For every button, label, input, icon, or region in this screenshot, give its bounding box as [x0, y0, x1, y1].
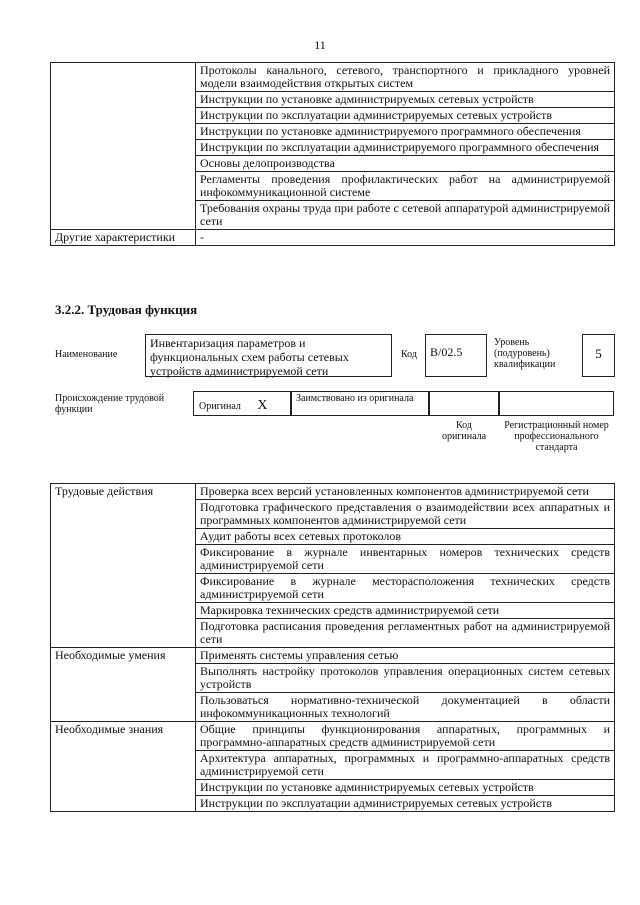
original-cell: [193, 391, 291, 416]
name-label: Наименование: [55, 349, 118, 360]
page-number: 11: [314, 38, 326, 52]
table-row: [51, 63, 615, 92]
table-row: [51, 484, 615, 500]
row-category-label: Другие характеристики: [51, 230, 196, 246]
qualification-level-field: 5: [582, 334, 615, 377]
row-item-cell: Проверка всех версий установленных компонентов администрируемой сети: [196, 484, 615, 500]
row-item-cell: Маркировка технических средств администрируемой сети: [196, 603, 615, 619]
row-item-cell: Применять системы управления сетью: [196, 648, 615, 664]
table-row: [51, 722, 615, 751]
row-category-label: Необходимые знания: [51, 722, 196, 812]
function-code-field: B/02.5: [425, 334, 487, 377]
code-original-caption: Код оригинала: [441, 420, 487, 442]
row-category-label: [51, 63, 196, 230]
original-mark: X: [257, 398, 268, 413]
row-item-cell: -: [196, 230, 615, 246]
row-item-cell: Подготовка графического представления о взаимодействии всех аппаратных и программных компонентов администрируемой сети: [196, 500, 615, 529]
row-item-cell: Инструкции по эксплуатации администрируемого программного обеспечения: [196, 140, 615, 156]
function-name-field: Инвентаризация параметров и функциональных схем работы сетевых устройств администрируемой сети: [145, 334, 392, 377]
origin-label: Происхождение трудовой функции: [55, 393, 165, 415]
row-item-cell: Протоколы канального, сетевого, транспортного и прикладного уровней модели взаимодействия открытых систем: [196, 63, 615, 92]
row-item-cell: Выполнять настройку протоколов управления операционных систем сетевых устройств: [196, 664, 615, 693]
row-item-cell: Инструкции по установке администрируемых сетевых устройств: [196, 92, 615, 108]
code-label: Код: [401, 349, 417, 360]
row-item-cell: Регламенты проведения профилактических работ на администрируемой инфокоммуникационной системе: [196, 172, 615, 201]
row-item-cell: Инструкции по установке администрируемых сетевых устройств: [196, 780, 615, 796]
row-item-cell: Общие принципы функционирования аппаратных, программных и программно-аппаратных средств администрируемой сети: [196, 722, 615, 751]
row-item-cell: Инструкции по эксплуатации администрируемых сетевых устройств: [196, 796, 615, 812]
row-category-label: Необходимые умения: [51, 648, 196, 722]
row-item-cell: Архитектура аппаратных, программных и программно-аппаратных средств администрируемой сети: [196, 751, 615, 780]
row-item-cell: Подготовка расписания проведения регламентных работ на администрируемой сети: [196, 619, 615, 648]
reg-number-cell: [499, 391, 614, 416]
top-requirements-table: [50, 62, 615, 246]
row-item-cell: Фиксирование в журнале инвентарных номеров технических средств администрируемой сети: [196, 545, 615, 574]
code-original-cell: [429, 391, 499, 416]
table-row: [51, 230, 615, 246]
row-item-cell: Пользоваться нормативно-технической документацией в области инфокоммуникационных технологий: [196, 693, 615, 722]
row-item-cell: Инструкции по установке администрируемого программного обеспечения: [196, 124, 615, 140]
row-category-label: Трудовые действия: [51, 484, 196, 648]
section-title: 3.2.2. Трудовая функция: [55, 302, 198, 317]
original-label: Оригинал: [199, 401, 241, 412]
reg-number-caption: Регистрационный номер профессионального стандарта: [504, 420, 609, 453]
row-item-cell: Аудит работы всех сетевых протоколов: [196, 529, 615, 545]
row-item-cell: Основы делопроизводства: [196, 156, 615, 172]
table-row: [51, 648, 615, 664]
row-item-cell: Фиксирование в журнале месторасположения технических средств администрируемой сети: [196, 574, 615, 603]
level-label: Уровень (подуровень) квалификации: [494, 337, 556, 370]
row-item-cell: Инструкции по эксплуатации администрируемых сетевых устройств: [196, 108, 615, 124]
labor-function-table: [50, 483, 615, 812]
borrowed-cell: Заимствовано из оригинала: [291, 391, 429, 416]
row-item-cell: Требования охраны труда при работе с сетевой аппаратурой администрируемой сети: [196, 201, 615, 230]
